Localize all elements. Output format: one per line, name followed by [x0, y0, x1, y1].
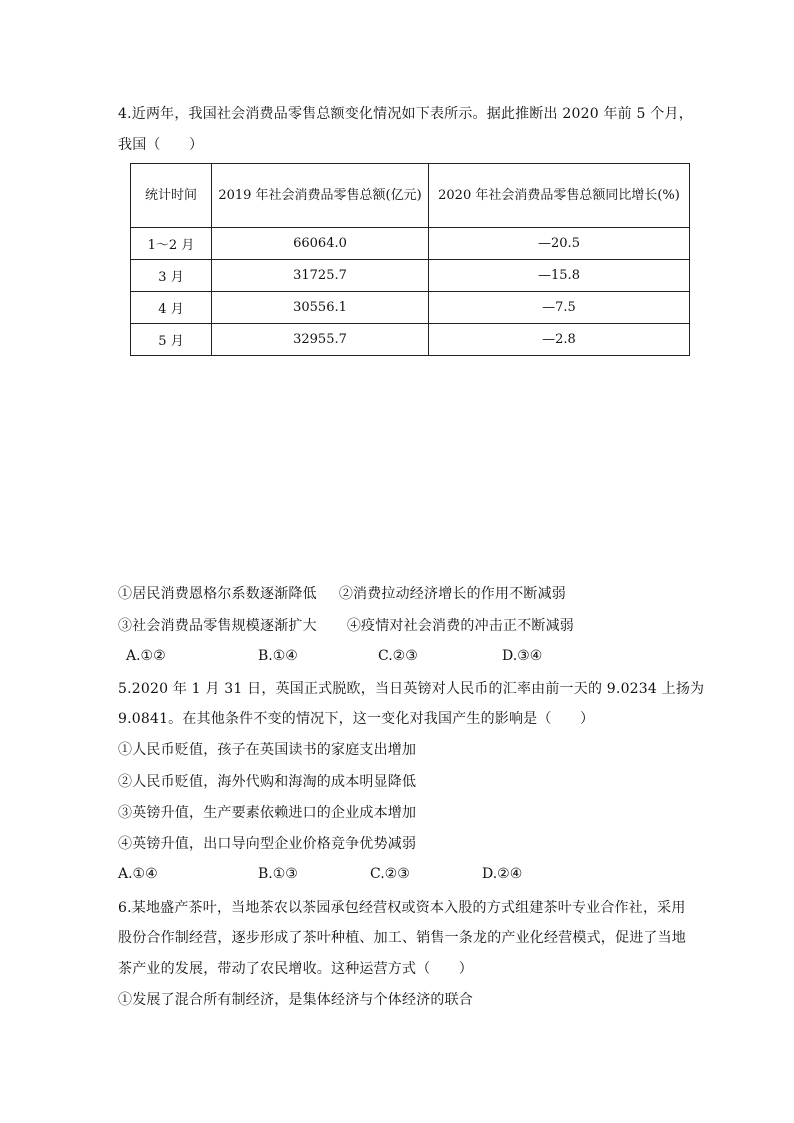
q4-statement-4: ④疫情对社会消费的冲击正不断减弱 [346, 618, 575, 634]
table-cell: —7.5 [429, 292, 690, 324]
table-cell: —20.5 [429, 228, 690, 260]
q4-statements-row1 [118, 583, 566, 603]
q5-choice-c[interactable]: C.②③ [370, 866, 410, 882]
q4-statement-3: ③社会消费品零售规模逐渐扩大 [118, 618, 317, 634]
q6-stem-line1: 6.某地盛产茶叶，当地茶农以茶园承包经营权或资本入股的方式组建茶叶专业合作社，采用 [118, 900, 686, 916]
q6-stem-line3: 茶产业的发展，带动了农民增收。这种运营方式（ ） [118, 961, 473, 977]
q4-choice-b[interactable]: B.①④ [258, 648, 298, 664]
q5-stem-line1: 5.2020 年 1 月 31 日，英国正式脱欧，当日英镑对人民币的汇率由前一天的 9.0234 上扬为 [118, 681, 705, 697]
table-row [131, 324, 690, 356]
q5-stem-line2: 9.0841。在其他条件不变的情况下，这一变化对我国产生的影响是（ ） [118, 711, 595, 727]
q5-statement-2: ②人民币贬值，海外代购和海淘的成本明显降低 [118, 774, 417, 790]
q5-statement-3: ③英镑升值，生产要素依赖进口的企业成本增加 [118, 805, 417, 821]
q4-statement-1: ①居民消费恩格尔系数逐渐降低 [118, 586, 317, 602]
q4-choice-d[interactable]: D.③④ [502, 648, 543, 664]
q5-statement-1: ①人民币贬值，孩子在英国读书的家庭支出增加 [118, 742, 417, 758]
table-cell: 31725.7 [212, 260, 429, 292]
q4-stem-line2: 我国（ ） [118, 137, 204, 153]
table-row [131, 228, 690, 260]
q4-stem-line1: 4.近两年，我国社会消费品零售总额变化情况如下表所示。据此推断出 2020 年前 5 个月， [118, 106, 693, 122]
q5-choice-d[interactable]: D.②④ [482, 866, 523, 882]
q4-statement-2: ②消费拉动经济增长的作用不断减弱 [338, 586, 567, 602]
table-cell: 1～2 月 [131, 228, 212, 260]
q5-choice-a[interactable]: A.①④ [118, 866, 158, 882]
table-row [131, 292, 690, 324]
q4-choices [126, 648, 542, 664]
table-cell: 32955.7 [212, 324, 429, 356]
table-row [131, 260, 690, 292]
table-cell: 5 月 [131, 324, 212, 356]
q5-statement-4: ④英镑升值，出口导向型企业价格竞争优势减弱 [118, 836, 417, 852]
table-cell: 4 月 [131, 292, 212, 324]
q6-statement-1: ①发展了混合所有制经济，是集体经济与个体经济的联合 [118, 992, 473, 1008]
table-cell: 3 月 [131, 260, 212, 292]
q4-statements-row2 [118, 615, 574, 635]
q5-choices [118, 866, 522, 882]
q6-stem-line2: 股份合作制经营，逐步形成了茶叶种植、加工、销售一条龙的产业化经营模式，促进了当地 [118, 930, 686, 946]
q4-choice-c[interactable]: C.②③ [378, 648, 418, 664]
q4-data-table [130, 163, 690, 356]
header-cell: 2020 年社会消费品零售总额同比增长(%) [429, 164, 690, 228]
header-cell: 2019 年社会消费品零售总额(亿元) [212, 164, 429, 228]
q4-choice-a[interactable]: A.①② [126, 648, 166, 664]
q5-choice-b[interactable]: B.①③ [258, 866, 298, 882]
table-cell: 66064.0 [212, 228, 429, 260]
header-cell: 统计时间 [131, 164, 212, 228]
table-cell: —15.8 [429, 260, 690, 292]
table-cell: —2.8 [429, 324, 690, 356]
table-header-row [131, 164, 690, 228]
table-cell: 30556.1 [212, 292, 429, 324]
